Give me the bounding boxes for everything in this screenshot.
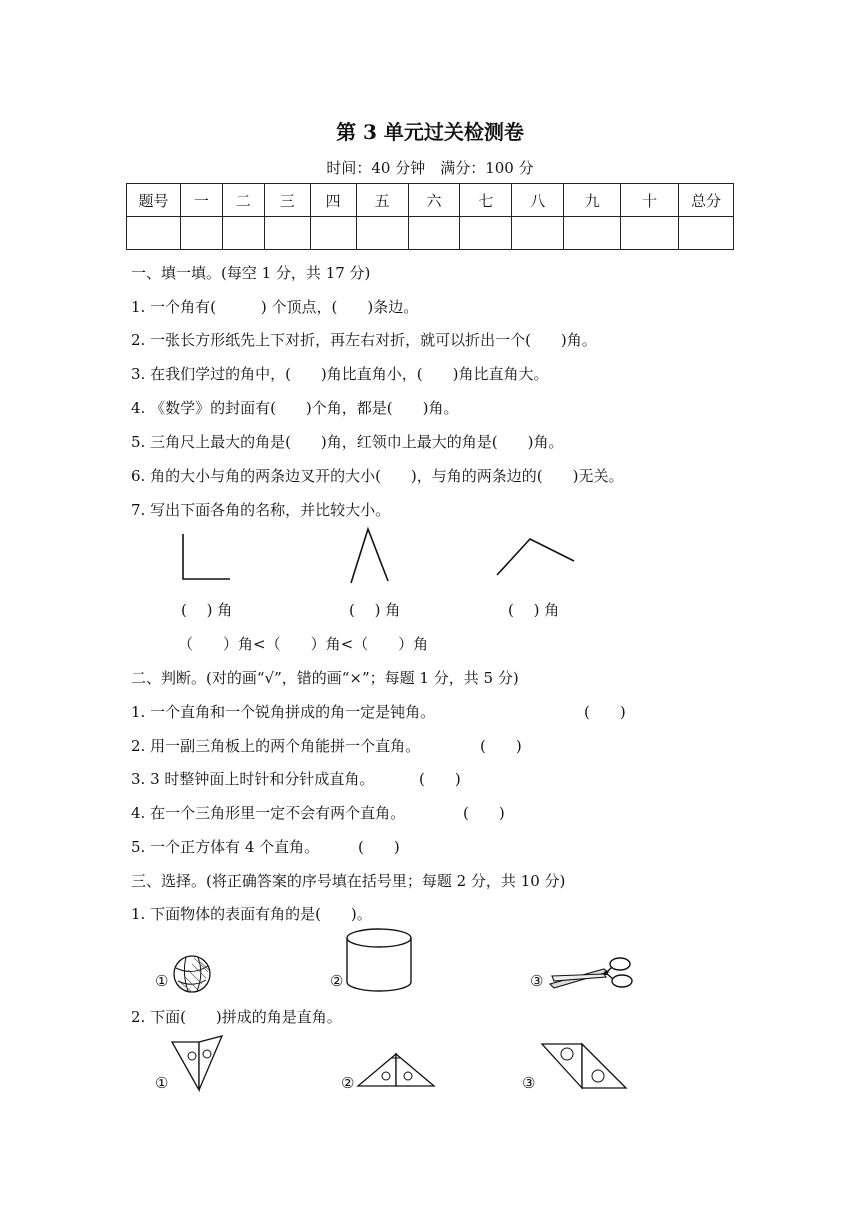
question-1-6: 6. 角的大小与角的两条边叉开的大小( )，与角的两条边的( )无关。 [131, 467, 624, 485]
score-cell[interactable] [127, 217, 181, 250]
section1-heading: 一、填一填。(每空 1 分，共 17 分) [131, 264, 371, 282]
score-cell[interactable] [356, 217, 408, 250]
score-cell[interactable] [564, 217, 621, 250]
table-header-cell: 三 [264, 184, 310, 217]
judge-item-5: 5. 一个正方体有 4 个直角。 [131, 838, 320, 856]
obtuse-angle-figure [494, 536, 578, 578]
angle-compare-line: （ ）角<（ ）角<（ ）角 [178, 635, 429, 653]
section2-heading: 二、判断。(对的画“√”，错的画“×”；每题 1 分，共 5 分) [131, 669, 519, 687]
score-cell[interactable] [180, 217, 222, 250]
judge-item-4: 4. 在一个三角形里一定不会有两个直角。 [131, 804, 406, 822]
score-cell[interactable] [408, 217, 460, 250]
judge-item-3: 3. 3 时整钟面上时针和分针成直角。 [131, 770, 375, 788]
judge-item-2: 2. 用一副三角板上的两个角能拼一个直角。 [131, 737, 421, 755]
score-table-blank-row [127, 217, 734, 250]
question-1-7: 7. 写出下面各角的名称，并比较大小。 [131, 501, 391, 519]
angle-label-2: ( ) 角 [349, 601, 401, 619]
cylinder-icon [344, 927, 414, 993]
score-cell[interactable] [222, 217, 264, 250]
question-1-3: 3. 在我们学过的角中，( )角比直角小，( )角比直角大。 [131, 365, 549, 383]
choice-question-1: 1. 下面物体的表面有角的是( )。 [131, 905, 372, 923]
table-header-cell: 七 [460, 184, 512, 217]
right-angle-figure [180, 533, 232, 581]
section3-heading: 三、选择。(将正确答案的序号填在括号里；每题 2 分，共 10 分) [131, 872, 566, 890]
option-3-marker: ③ [530, 972, 544, 990]
option-1-marker: ① [155, 972, 169, 990]
angle-label-1: ( ) 角 [181, 601, 233, 619]
score-table-header-row [127, 184, 734, 217]
angle-label-3: ( ) 角 [508, 601, 560, 619]
table-header-cell: 十 [621, 184, 679, 217]
score-cell[interactable] [460, 217, 512, 250]
choice-question-2: 2. 下面( )拼成的角是直角。 [131, 1008, 342, 1026]
page-title: 第 3 单元过关检测卷 [336, 120, 524, 144]
option-3-marker: ③ [522, 1074, 536, 1092]
table-header-cell: 八 [512, 184, 564, 217]
scissors-icon [548, 954, 634, 992]
question-1-4: 4. 《数学》的封面有( )个角，都是( )角。 [131, 399, 459, 417]
set-square-pair-3-figure [540, 1042, 628, 1090]
judge-blank-5[interactable]: ( ) [358, 838, 400, 856]
set-square-pair-2-figure [356, 1052, 436, 1088]
table-header-cell: 题号 [127, 184, 181, 217]
table-header-cell: 二 [222, 184, 264, 217]
score-cell[interactable] [679, 217, 734, 250]
judge-blank-4[interactable]: ( ) [463, 804, 505, 822]
judge-blank-1[interactable]: ( ) [584, 703, 626, 721]
set-square-pair-1-figure [170, 1034, 228, 1092]
table-header-cell: 五 [356, 184, 408, 217]
question-1-1: 1. 一个角有( ) 个顶点，( )条边。 [131, 298, 419, 316]
score-cell[interactable] [310, 217, 356, 250]
table-header-cell: 一 [180, 184, 222, 217]
table-header-cell: 六 [408, 184, 460, 217]
option-2-marker: ② [330, 972, 344, 990]
table-header-cell: 四 [310, 184, 356, 217]
judge-item-1: 1. 一个直角和一个锐角拼成的角一定是钝角。 [131, 703, 436, 721]
score-cell[interactable] [264, 217, 310, 250]
question-1-5: 5. 三角尺上最大的角是( )角，红领巾上最大的角是( )角。 [131, 433, 564, 451]
question-1-2: 2. 一张长方形纸先上下对折，再左右对折，就可以折出一个( )角。 [131, 331, 597, 349]
option-1-marker: ① [155, 1074, 169, 1092]
score-cell[interactable] [621, 217, 679, 250]
table-header-cell: 九 [564, 184, 621, 217]
score-cell[interactable] [512, 217, 564, 250]
score-table [126, 183, 734, 250]
option-2-marker: ② [341, 1074, 355, 1092]
exam-time-score: 时间：40 分钟 满分：100 分 [326, 159, 534, 177]
acute-angle-figure [348, 527, 393, 585]
ball-icon [172, 954, 212, 994]
judge-blank-3[interactable]: ( ) [419, 770, 461, 788]
judge-blank-2[interactable]: ( ) [480, 737, 522, 755]
table-header-cell: 总分 [679, 184, 734, 217]
